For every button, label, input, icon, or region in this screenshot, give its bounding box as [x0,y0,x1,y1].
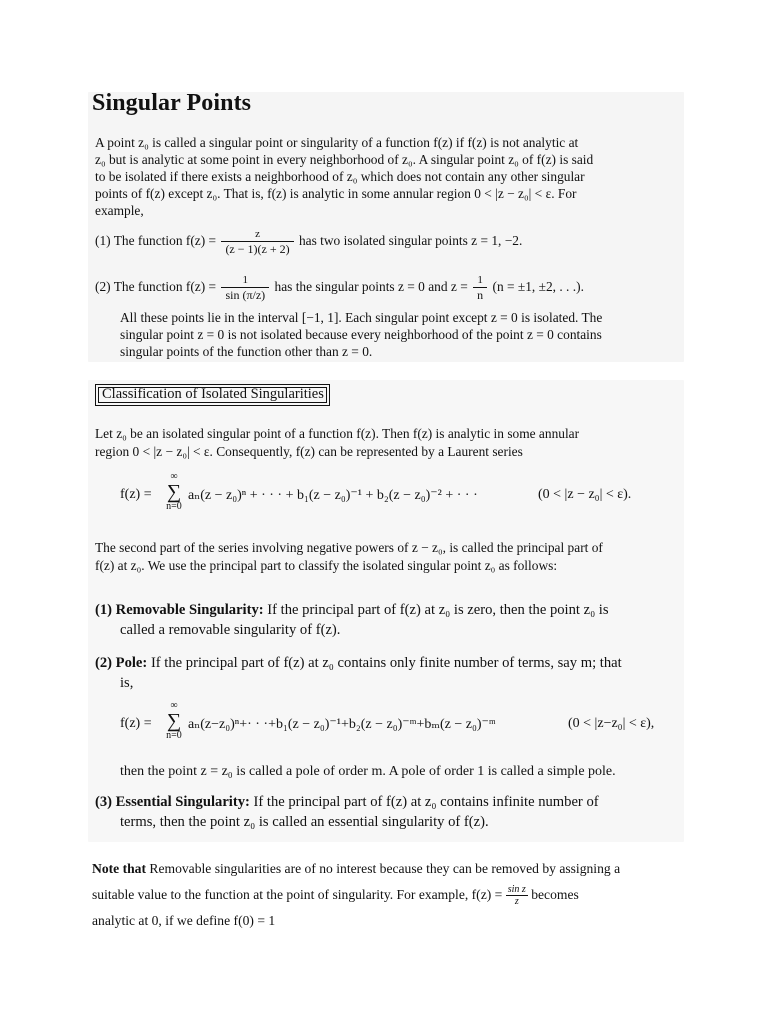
classification-p1-line-2: region 0 < |z − z₀| < ε. Consequently, f(z) can be represented by a Laurent series [95,444,523,459]
example-1 [95,228,522,256]
page-title: Singular Points [92,90,252,116]
type-removable-text: If the principal part of f(z) at z₀ is zero, then the point z₀ is [267,602,609,618]
pole-series-lhs: f(z) = [120,716,152,731]
pole-series-sigma [164,701,184,741]
note-line-2 [92,882,579,908]
note-bold: Note that [92,861,146,876]
example-2-fraction-2 [473,274,487,302]
note-text-2: suitable value to the function at the point of singularity. For example, f(z) = [92,887,503,902]
example-1-suffix: has two isolated singular points z = 1, −2. [298,233,523,249]
example-2-line-2: All these points lie in the interval [−1, 1]. Each singular point except z = 0 is isolated. The [120,310,603,325]
type-pole-label: (2) Pole: [95,655,148,671]
classification-heading: Classification of Isolated Singularities [95,384,330,406]
pole-series-lower-limit: n=0 [166,730,182,741]
note-text-2-end: becomes [531,887,579,902]
intro-line-4: points of f(z) except z₀. That is, f(z) is analytic in some annular region 0 < |z − z₀| < ε. For [95,186,577,201]
intro-line-1: A point z₀ is called a singular point or singularity of a function f(z) if f(z) is not analytic at [95,135,579,150]
example-2-mid: has the singular points z = 0 and z = [274,279,468,295]
intro-line-5: example, [95,203,144,218]
laurent-series-upper-limit: ∞ [170,471,178,482]
type-pole-line-2: is, [120,675,134,691]
example-1-prefix: (1) The function f(z) = [95,233,217,249]
type-essential [95,793,599,812]
example-2-line-3: singular point z = 0 is not isolated because every neighborhood of the point z = 0 contains [120,327,602,342]
note-line-1 [92,856,620,882]
laurent-series-sigma [164,472,184,512]
sigma-symbol: ∑ [166,710,182,732]
type-removable [95,601,609,620]
sigma-symbol: ∑ [166,481,182,503]
classification-p2-line-2: f(z) at z₀. We use the principal part to classify the isolated singular point z₀ as follows: [95,558,558,573]
laurent-series-lower-limit: n=0 [166,501,182,512]
laurent-series-rhs: aₙ(z − z₀)ⁿ + · · · + b₁(z − z₀)⁻¹ + b₂(z − z₀)⁻² + · · · [188,488,478,503]
note-fraction-denominator: z [506,895,528,907]
classification-p1-line-1: Let z₀ be an isolated singular point of a function f(z). Then f(z) is analytic in some annular [95,426,580,441]
note-text-1: Removable singularities are of no interest because they can be removed by assigning a [149,861,621,876]
laurent-series-condition: (0 < |z − z₀| < ε). [538,487,632,502]
type-pole-text: If the principal part of f(z) at z₀ contains only finite number of terms, say m; that [150,655,622,671]
example-2-denominator: sin (π/z) [221,287,269,302]
type-removable-line-2: called a removable singularity of f(z). [120,622,341,638]
intro-line-2: z₀ but is analytic at some point in every neighborhood of z₀. A singular point z₀ of f(z) is said [95,152,594,167]
laurent-series-lhs: f(z) = [120,487,152,502]
example-2-fraction [221,274,269,302]
example-2-numerator: 1 [242,274,249,286]
note-fraction-numerator: sin z [507,884,526,896]
example-2-denominator-2: n [473,287,487,302]
note-fraction [506,884,528,907]
type-essential-text: If the principal part of f(z) at z₀ contains infinite number of [253,794,599,810]
type-pole-line-3: then the point z = z₀ is called a pole of order m. A pole of order 1 is called a simple pole. [120,764,616,779]
type-pole [95,654,622,673]
pole-series-rhs: aₙ(z−z₀)ⁿ+· · ·+b₁(z − z₀)⁻¹+b₂(z − z₀)⁻ᵐ+bₘ(z − z₀)⁻ᵐ [188,717,496,732]
type-essential-label: (3) Essential Singularity: [95,794,250,810]
type-essential-line-2: terms, then the point z₀ is called an essential singularity of f(z). [120,814,489,830]
example-2-prefix: (2) The function f(z) = [95,279,217,295]
example-1-fraction [221,228,293,256]
intro-line-3: to be isolated if there exists a neighborhood of z₀ which does not contain any other singular [95,169,585,184]
example-2 [95,274,584,302]
example-1-denominator: (z − 1)(z + 2) [221,241,293,256]
type-removable-label: (1) Removable Singularity: [95,602,264,618]
pole-series-upper-limit: ∞ [170,700,178,711]
example-1-numerator: z [255,228,260,240]
pole-series-condition: (0 < |z−z₀| < ε), [568,716,655,731]
example-2-suffix: (n = ±1, ±2, . . .). [492,279,584,295]
example-2-numerator-2: 1 [477,274,483,286]
note-line-3: analytic at 0, if we define f(0) = 1 [92,913,276,928]
classification-p2-line-1: The second part of the series involving negative powers of z − z₀, is called the principal part of [95,540,603,555]
example-2-line-4: singular points of the function other than z = 0. [120,344,373,359]
